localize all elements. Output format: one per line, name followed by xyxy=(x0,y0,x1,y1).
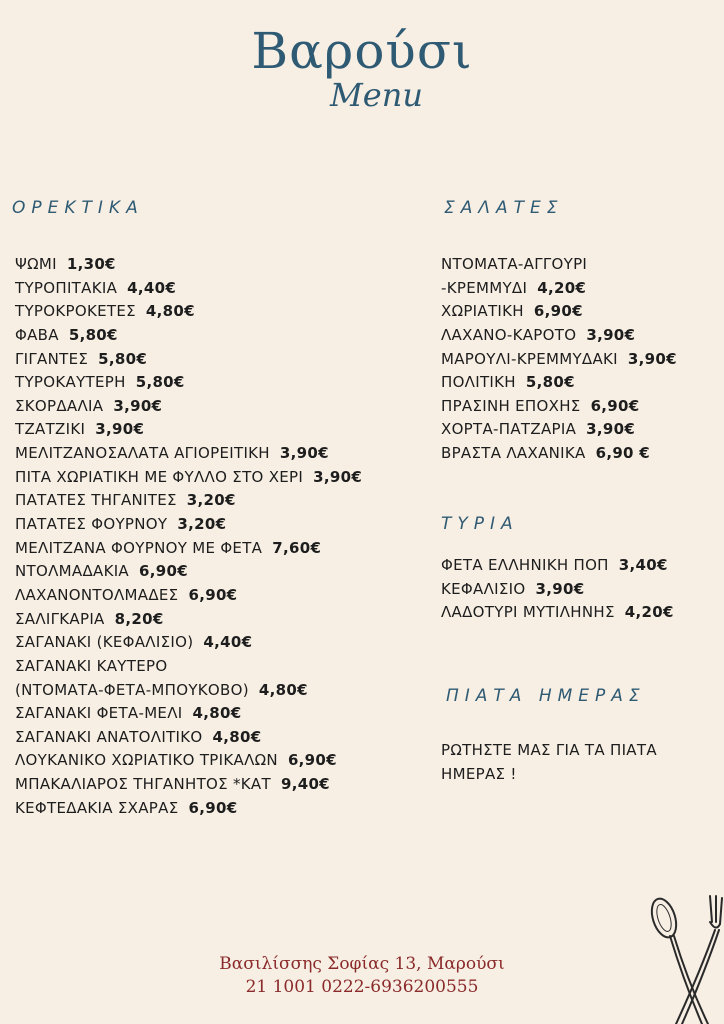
menu-item-name: (ΝΤΟΜΑΤΑ-ΦΕΤΑ-ΜΠΟΥΚΟΒΟ) xyxy=(15,680,249,699)
menu-item-name: ΠΟΛΙΤΙΚΗ xyxy=(441,373,516,392)
menu-item-price: 3,20€ xyxy=(186,491,236,510)
menu-item-name: ΛΟΥΚΑΝΙΚΟ ΧΩΡΙΑΤΙΚΟ ΤΡΙΚΑΛΩΝ xyxy=(15,751,278,770)
menu-item-price: 4,80€ xyxy=(145,302,195,321)
menu-item-name: ΨΩΜΙ xyxy=(15,255,57,273)
menu-item xyxy=(441,300,677,324)
menu-item-name: ΛΑΔΟΤΥΡΙ ΜΥΤΙΛΗΝΗΣ xyxy=(441,603,615,622)
menu-item-price: 1,30€ xyxy=(66,255,116,273)
menu-item-name: ΦΕΤΑ ΕΛΛΗΝΙΚΗ ΠΟΠ xyxy=(441,556,609,574)
menu-item-name: ΠΡΑΣΙΝΗ ΕΠΟΧΗΣ xyxy=(441,396,581,415)
menu-item xyxy=(15,348,362,372)
menu-item-name: ΝΤΟΛΜΑΔΑΚΙΑ xyxy=(15,562,129,581)
menu-item-price: 9,40€ xyxy=(280,775,330,794)
menu-item-price: 6,90€ xyxy=(188,585,238,604)
menu-item xyxy=(15,797,362,821)
menu-item-name: ΛΑΧΑΝΟ-ΚΑΡΟΤΟ xyxy=(441,325,577,344)
salates-list xyxy=(441,253,677,466)
menu-item-name: ΛΑΧΑΝΟΝΤΟΛΜΑΔΕΣ xyxy=(15,585,179,604)
menu-item xyxy=(15,253,362,277)
menu-item-price: 3,90€ xyxy=(279,444,329,463)
menu-item-name: ΒΡΑΣΤΑ ΛΑΧΑΝΙΚΑ xyxy=(441,444,586,463)
menu-item xyxy=(441,554,674,578)
menu-item-name: ΣΑΓΑΝΑΚΙ ΚΑΥΤΕΡΟ xyxy=(15,656,168,675)
menu-item xyxy=(441,418,677,442)
restaurant-title: Βαρούσι xyxy=(251,22,473,80)
menu-item-name: ΧΩΡΙΑΤΙΚΗ xyxy=(441,302,524,321)
menu-item xyxy=(15,773,362,797)
menu-item xyxy=(441,348,677,372)
menu-item-price: 3,90€ xyxy=(627,349,677,368)
menu-item-price: 3,90€ xyxy=(586,325,636,344)
menu-item-name: ΤΥΡΟΚΡΟΚΕΤΕΣ xyxy=(15,302,136,321)
piata-hmeras-note xyxy=(441,738,657,786)
orektika-list xyxy=(15,253,362,820)
menu-item-name: ΤΖΑΤΖΙΚΙ xyxy=(15,420,86,439)
menu-item xyxy=(15,442,362,466)
menu-item xyxy=(441,277,677,301)
menu-item xyxy=(15,324,362,348)
menu-item-price: 6,90€ xyxy=(590,396,640,415)
menu-item-price: 6,90€ xyxy=(533,302,583,321)
menu-item-name: ΜΑΡΟΥΛΙ-ΚΡΕΜΜΥΔΑΚΙ xyxy=(441,349,618,368)
menu-item xyxy=(441,253,677,277)
piata-note-line-2: ΗΜΕΡΑΣ ! xyxy=(441,765,517,783)
menu-item-price: 3,90€ xyxy=(113,396,163,415)
section-title-piata-hmeras: ΠΙΑΤΑ ΗΜΕΡΑΣ xyxy=(446,686,646,706)
menu-item-price: 5,80€ xyxy=(525,373,575,392)
menu-item-name: ΠΙΤΑ ΧΩΡΙΑΤΙΚΗ ΜΕ ΦΥΛΛΟ ΣΤΟ ΧΕΡΙ xyxy=(15,467,304,486)
menu-item xyxy=(15,655,362,679)
menu-item-price: 5,80€ xyxy=(135,373,185,392)
menu-item-price: 3,20€ xyxy=(177,515,227,534)
menu-item-name: ΓΙΓΑΝΤΕΣ xyxy=(15,349,89,368)
menu-item-name: -ΚΡΕΜΜΥΔΙ xyxy=(441,278,528,297)
menu-item-price: 3,40€ xyxy=(618,556,668,574)
menu-item-price: 5,80€ xyxy=(68,325,118,344)
footer-address: Βασιλίσσης Σοφίας 13, Μαρούσι xyxy=(219,954,505,974)
menu-item-price: 4,20€ xyxy=(624,603,674,622)
menu-item-name: ΣΑΓΑΝΑΚΙ ΦΕΤΑ-ΜΕΛΙ xyxy=(15,704,183,723)
tyria-list xyxy=(441,554,674,625)
menu-item-price: 6,90 € xyxy=(595,444,651,463)
menu-item xyxy=(15,489,362,513)
menu-item xyxy=(15,702,362,726)
menu-item-name: ΜΕΛΙΤΖΑΝΑ ΦΟΥΡΝΟΥ ΜΕ ΦΕΤΑ xyxy=(15,538,263,557)
menu-item xyxy=(15,513,362,537)
menu-item-price: 4,40€ xyxy=(203,633,253,652)
menu-item-price: 7,60€ xyxy=(272,538,322,557)
menu-item-price: 6,90€ xyxy=(287,751,337,770)
menu-item-price: 5,80€ xyxy=(98,349,148,368)
menu-item-price: 6,90€ xyxy=(188,798,238,817)
menu-item-name: ΠΑΤΑΤΕΣ ΦΟΥΡΝΟΥ xyxy=(15,515,168,534)
menu-item xyxy=(441,442,677,466)
menu-item xyxy=(15,466,362,490)
menu-item-name: ΠΑΤΑΤΕΣ ΤΗΓΑΝΙΤΕΣ xyxy=(15,491,177,510)
menu-item xyxy=(15,608,362,632)
menu-item xyxy=(15,560,362,584)
menu-item xyxy=(15,300,362,324)
menu-item-name: ΜΠΑΚΑΛΙΑΡΟΣ ΤΗΓΑΝΗΤΟΣ *ΚΑΤ xyxy=(15,775,271,794)
menu-item-price: 6,90€ xyxy=(139,562,188,581)
menu-item xyxy=(441,371,677,395)
menu-item xyxy=(15,749,362,773)
menu-item xyxy=(441,578,674,602)
menu-item xyxy=(441,395,677,419)
menu-item-price: 4,80€ xyxy=(192,704,242,723)
menu-item-name: ΚΕΦΑΛΙΣΙΟ xyxy=(441,579,526,598)
menu-item xyxy=(15,679,362,703)
menu-item-price: 4,40€ xyxy=(127,278,177,297)
menu-item-name: ΧΟΡΤΑ-ΠΑΤΖΑΡΙΑ xyxy=(441,420,577,439)
menu-item xyxy=(15,584,362,608)
menu-item-price: 3,90€ xyxy=(313,467,363,486)
menu-item-name: ΝΤΟΜΑΤΑ-ΑΓΓΟΥΡΙ xyxy=(441,255,588,273)
menu-item-name: ΚΕΦΤΕΔΑΚΙΑ ΣΧΑΡΑΣ xyxy=(15,798,179,817)
menu-item-name: ΣΑΓΑΝΑΚΙ ΑΝΑΤΟΛΙΤΙΚΟ xyxy=(15,727,203,746)
menu-item-name: ΤΥΡΟΠΙΤΑΚΙΑ xyxy=(15,278,118,297)
piata-note-line-1: ΡΩΤΗΣΤΕ ΜΑΣ ΓΙΑ ΤΑ ΠΙΑΤΑ xyxy=(441,741,657,759)
menu-subtitle: Menu xyxy=(330,76,423,114)
menu-item-price: 3,90€ xyxy=(95,420,145,439)
menu-item xyxy=(15,631,362,655)
section-title-orektika: ΟΡΕΚΤΙΚΑ xyxy=(12,198,144,218)
section-title-salates: ΣΑΛΑΤΕΣ xyxy=(444,198,564,218)
menu-item xyxy=(15,537,362,561)
section-title-tyria: ΤΥΡΙΑ xyxy=(441,514,519,534)
menu-item xyxy=(15,277,362,301)
footer-phone: 21 1001 0222-6936200555 xyxy=(245,977,479,997)
menu-item xyxy=(15,371,362,395)
menu-item-name: ΦΑΒΑ xyxy=(15,325,59,344)
menu-item xyxy=(441,601,674,625)
menu-item xyxy=(15,395,362,419)
menu-item-price: 4,80€ xyxy=(258,680,308,699)
menu-item-name: ΣΑΓΑΝΑΚΙ (ΚΕΦΑΛΙΣΙΟ) xyxy=(15,633,194,652)
menu-item-name: ΣΚΟΡΔΑΛΙΑ xyxy=(15,396,104,415)
menu-item-price: 3,90€ xyxy=(535,579,585,598)
menu-item xyxy=(15,726,362,750)
menu-item-price: 8,20€ xyxy=(114,609,164,628)
menu-item xyxy=(15,418,362,442)
menu-item-name: ΤΥΡΟΚΑΥΤΕΡΗ xyxy=(15,373,126,392)
menu-item-price: 4,20€ xyxy=(537,278,587,297)
menu-item-name: ΜΕΛΙΤΖΑΝΟΣΑΛΑΤΑ ΑΓΙΟΡΕΙΤΙΚΗ xyxy=(15,444,270,463)
menu-item-name: ΣΑΛΙΓΚΑΡΙΑ xyxy=(15,609,105,628)
menu-item-price: 3,90€ xyxy=(586,420,636,439)
menu-item xyxy=(441,324,677,348)
menu-item-price: 4,80€ xyxy=(212,727,262,746)
